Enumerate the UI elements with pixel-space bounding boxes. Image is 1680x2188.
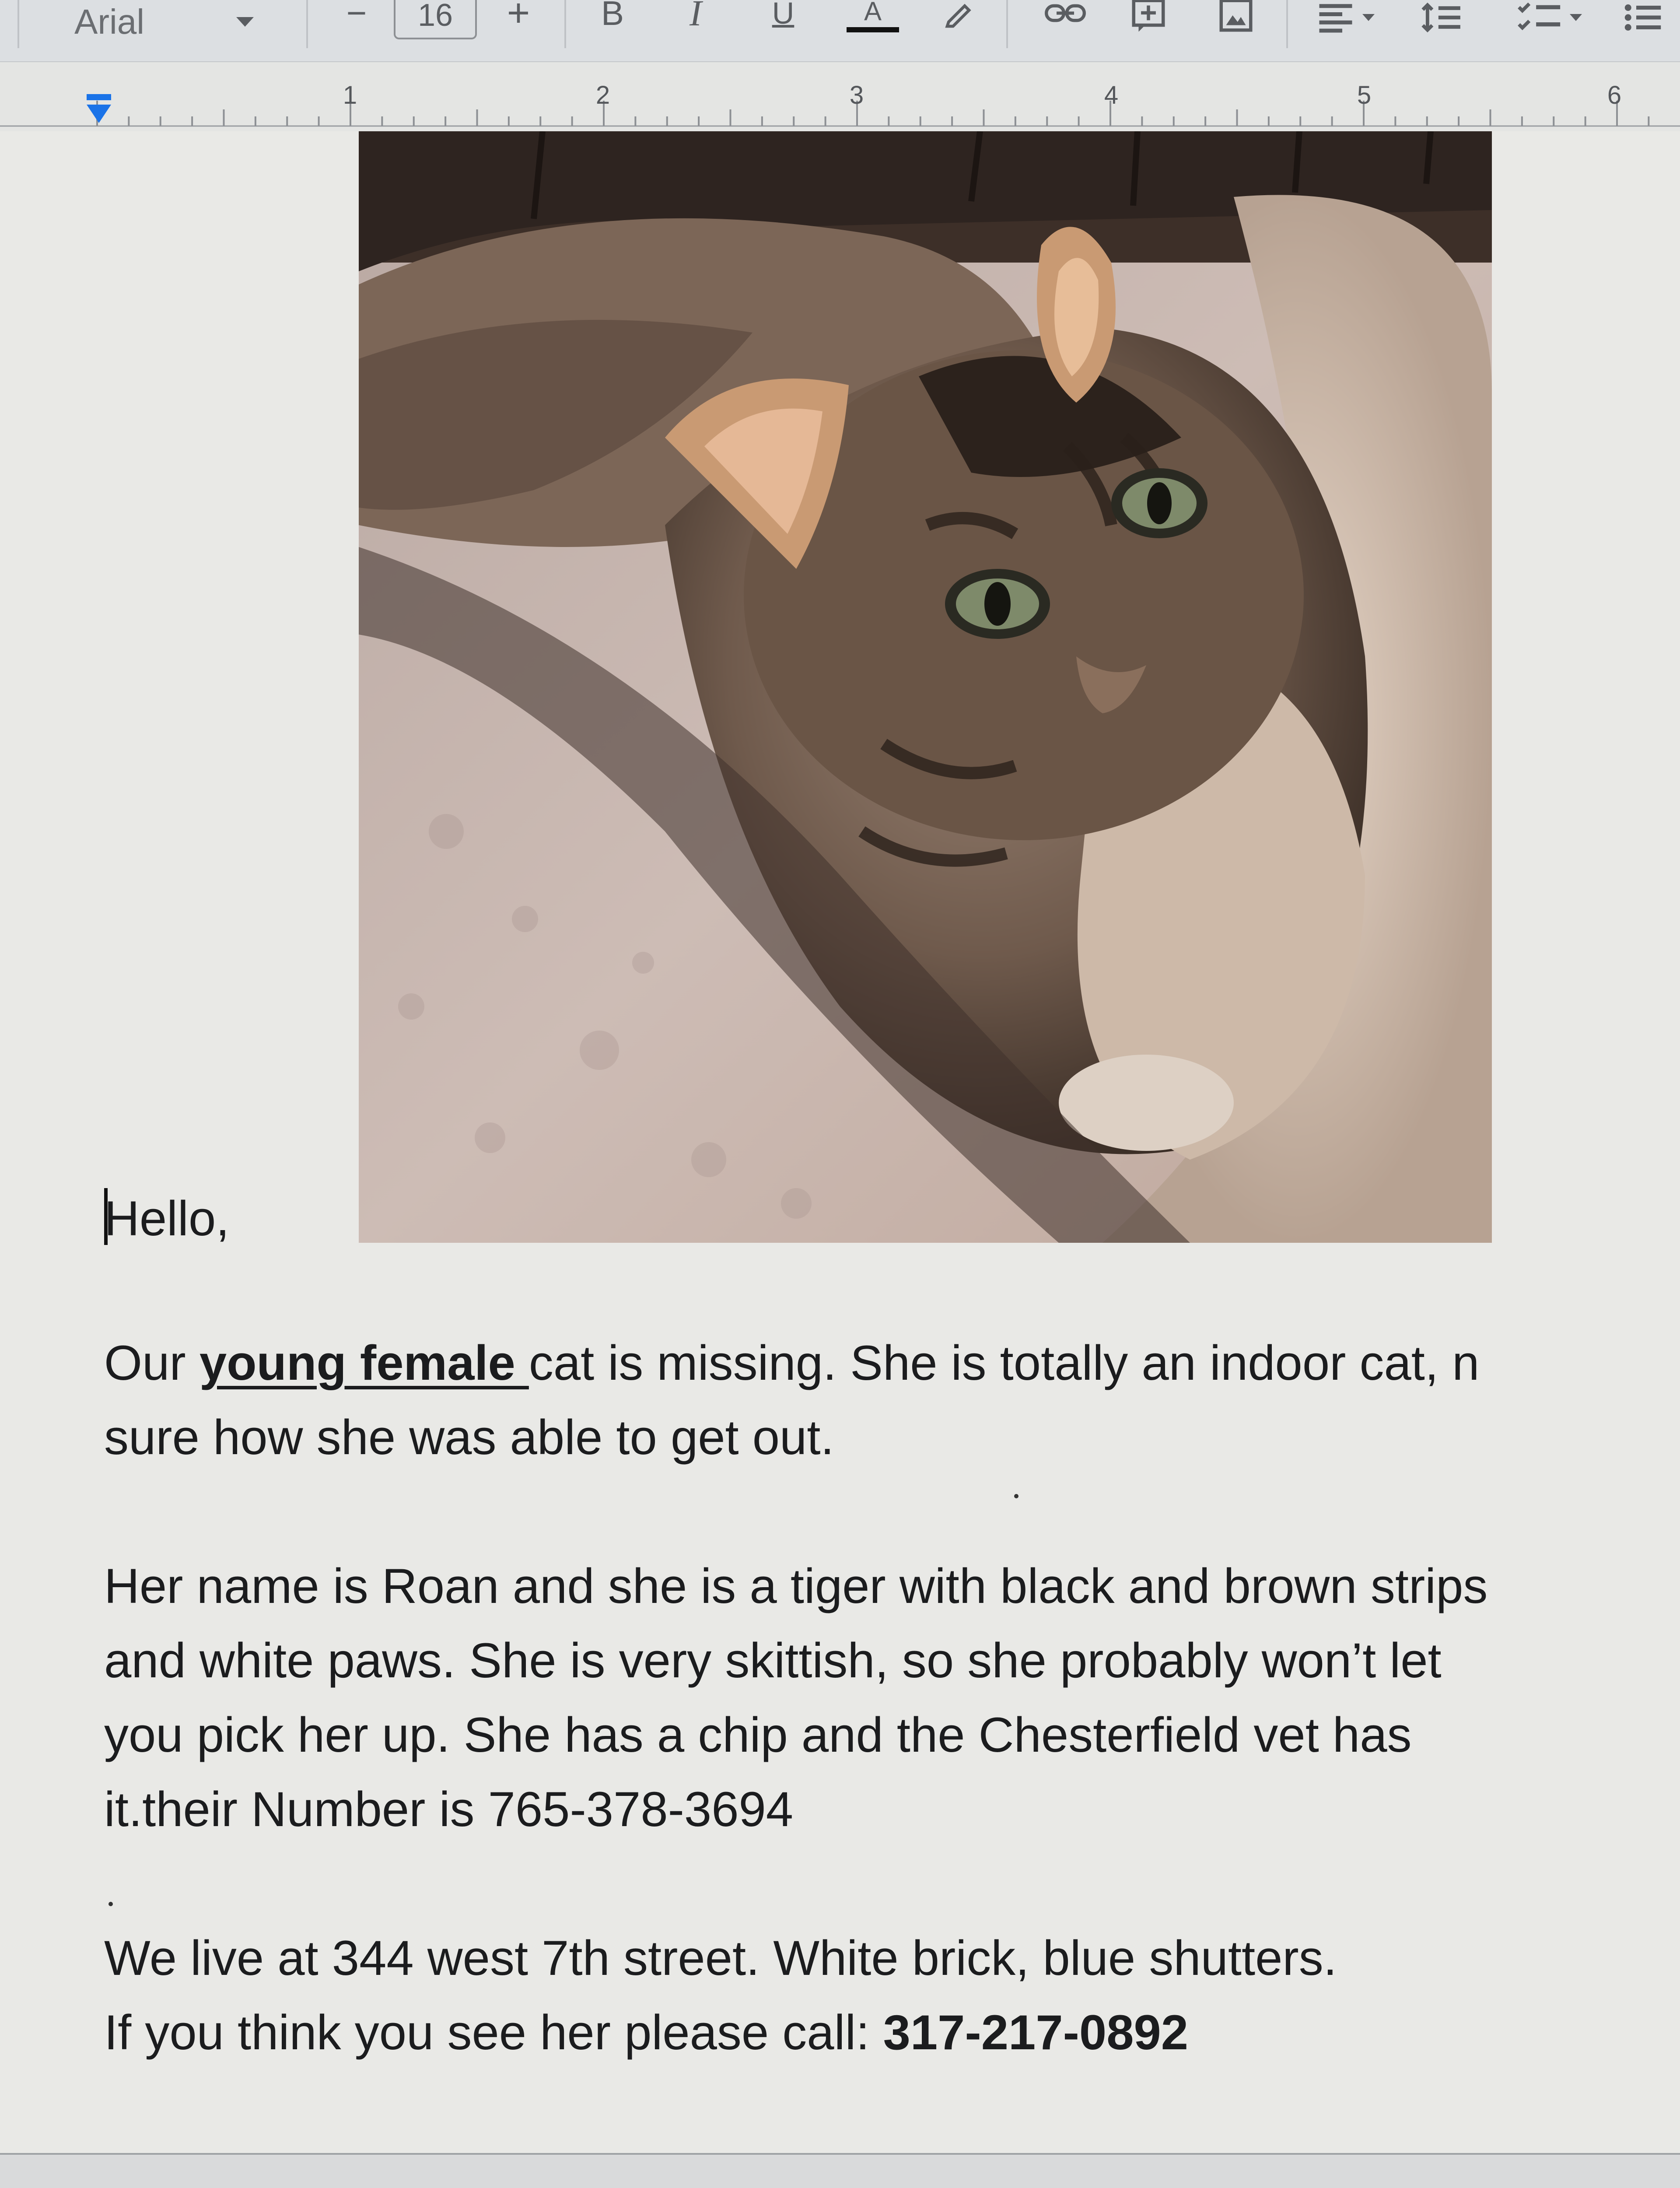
toolbar-separator — [564, 0, 566, 48]
contact-phone: 317-217-0892 — [883, 2005, 1189, 2060]
bold-button[interactable] — [591, 0, 634, 35]
bold-icon: B — [601, 0, 624, 32]
paragraph-text: it.their Number is 765-378-3694 — [104, 1782, 794, 1837]
paragraph-2-line-4[interactable] — [104, 1772, 1662, 1847]
font-size-input[interactable] — [394, 0, 477, 39]
insert-image-icon — [1216, 0, 1256, 35]
cat-photo[interactable] — [359, 131, 1492, 1243]
document-page[interactable] — [0, 131, 1680, 2153]
underline-icon: U — [772, 0, 794, 30]
insert-link-button[interactable] — [1041, 0, 1089, 35]
paragraph-3-line-2[interactable] — [104, 1995, 1662, 2070]
paragraph-text: Her name is Roan and she is a tiger with black and brown strips — [104, 1559, 1488, 1613]
add-comment-icon — [1129, 0, 1168, 35]
ruler-ticks — [0, 74, 1680, 131]
stray-dot — [108, 1902, 113, 1906]
emphasized-text: young female — [199, 1336, 529, 1390]
paragraph-text: If you think you see her please call: — [104, 2005, 883, 2060]
plus-icon: + — [507, 0, 530, 35]
checklist-icon — [1516, 0, 1564, 35]
toolbar-separator — [1006, 0, 1008, 48]
toolbar-separator — [18, 0, 19, 48]
font-family-value: Arial — [74, 2, 145, 41]
add-comment-button[interactable] — [1124, 0, 1172, 39]
paragraph-text: Our — [104, 1336, 200, 1390]
toolbar-separator — [1286, 0, 1288, 48]
paragraph-text: you pick her up. She has a chip and the Chesterfield vet has — [104, 1708, 1412, 1762]
highlight-color-button[interactable] — [936, 0, 984, 35]
horizontal-ruler[interactable] — [0, 74, 1680, 131]
chevron-down-icon — [236, 17, 254, 27]
paragraph-3-line-1[interactable] — [104, 1921, 1662, 1995]
chevron-down-icon — [1570, 14, 1582, 21]
chevron-down-icon — [1362, 14, 1375, 21]
greeting-text: Hello, — [104, 1191, 230, 1246]
ruler-number: 2 — [595, 81, 610, 109]
paragraph-text: sure how she was able to get out. — [104, 1410, 834, 1465]
paragraph-text: cat is missing. She is totally an indoor cat, n — [528, 1336, 1480, 1390]
cat-photo-image — [359, 131, 1492, 1243]
bulleted-list-icon — [1623, 0, 1662, 35]
indent-marker-icon[interactable] — [86, 94, 112, 129]
greeting-line[interactable] — [104, 1182, 1662, 1256]
paragraph-2-line-3[interactable] — [104, 1698, 1662, 1772]
text-color-swatch — [847, 27, 899, 32]
ruler-number: 1 — [343, 81, 357, 109]
italic-icon: I — [690, 0, 702, 34]
ruler-number: 4 — [1104, 81, 1119, 109]
ruler-number: 3 — [849, 81, 864, 109]
minus-icon: − — [346, 0, 367, 32]
align-dropdown[interactable] — [1308, 0, 1382, 39]
highlight-pen-icon — [943, 0, 978, 31]
text-color-icon: A — [864, 0, 882, 26]
underline-button[interactable] — [761, 0, 805, 35]
paragraph-1-line-1[interactable] — [104, 1326, 1662, 1400]
stray-dot — [1014, 1494, 1018, 1498]
bulleted-list-button[interactable] — [1619, 0, 1667, 39]
text-color-button[interactable] — [847, 0, 899, 39]
font-family-select[interactable] — [26, 0, 271, 44]
increase-font-size-button[interactable] — [499, 0, 538, 35]
decrease-font-size-button[interactable] — [337, 0, 376, 35]
paragraph-2-line-2[interactable] — [104, 1623, 1662, 1698]
paragraph-text: We live at 344 west 7th street. White brick, blue shutters. — [104, 1931, 1337, 1985]
ruler-number: 6 — [1607, 81, 1622, 109]
ruler-number: 5 — [1357, 81, 1372, 109]
page-gap — [0, 2155, 1680, 2188]
paragraph-text: and white paws. She is very skittish, so she probably won’t let — [104, 1633, 1442, 1688]
checklist-dropdown[interactable] — [1505, 0, 1592, 39]
italic-button[interactable] — [674, 0, 718, 35]
insert-image-button[interactable] — [1212, 0, 1260, 39]
link-icon — [1043, 0, 1087, 28]
line-spacing-icon — [1420, 0, 1463, 35]
paragraph-2-line-1[interactable] — [104, 1549, 1662, 1623]
toolbar-separator — [306, 0, 308, 48]
align-left-icon — [1316, 0, 1355, 35]
paragraph-1-line-2[interactable] — [104, 1400, 1662, 1475]
formatting-toolbar — [0, 0, 1680, 62]
line-spacing-button[interactable] — [1418, 0, 1466, 39]
font-size-value: 16 — [417, 0, 453, 33]
